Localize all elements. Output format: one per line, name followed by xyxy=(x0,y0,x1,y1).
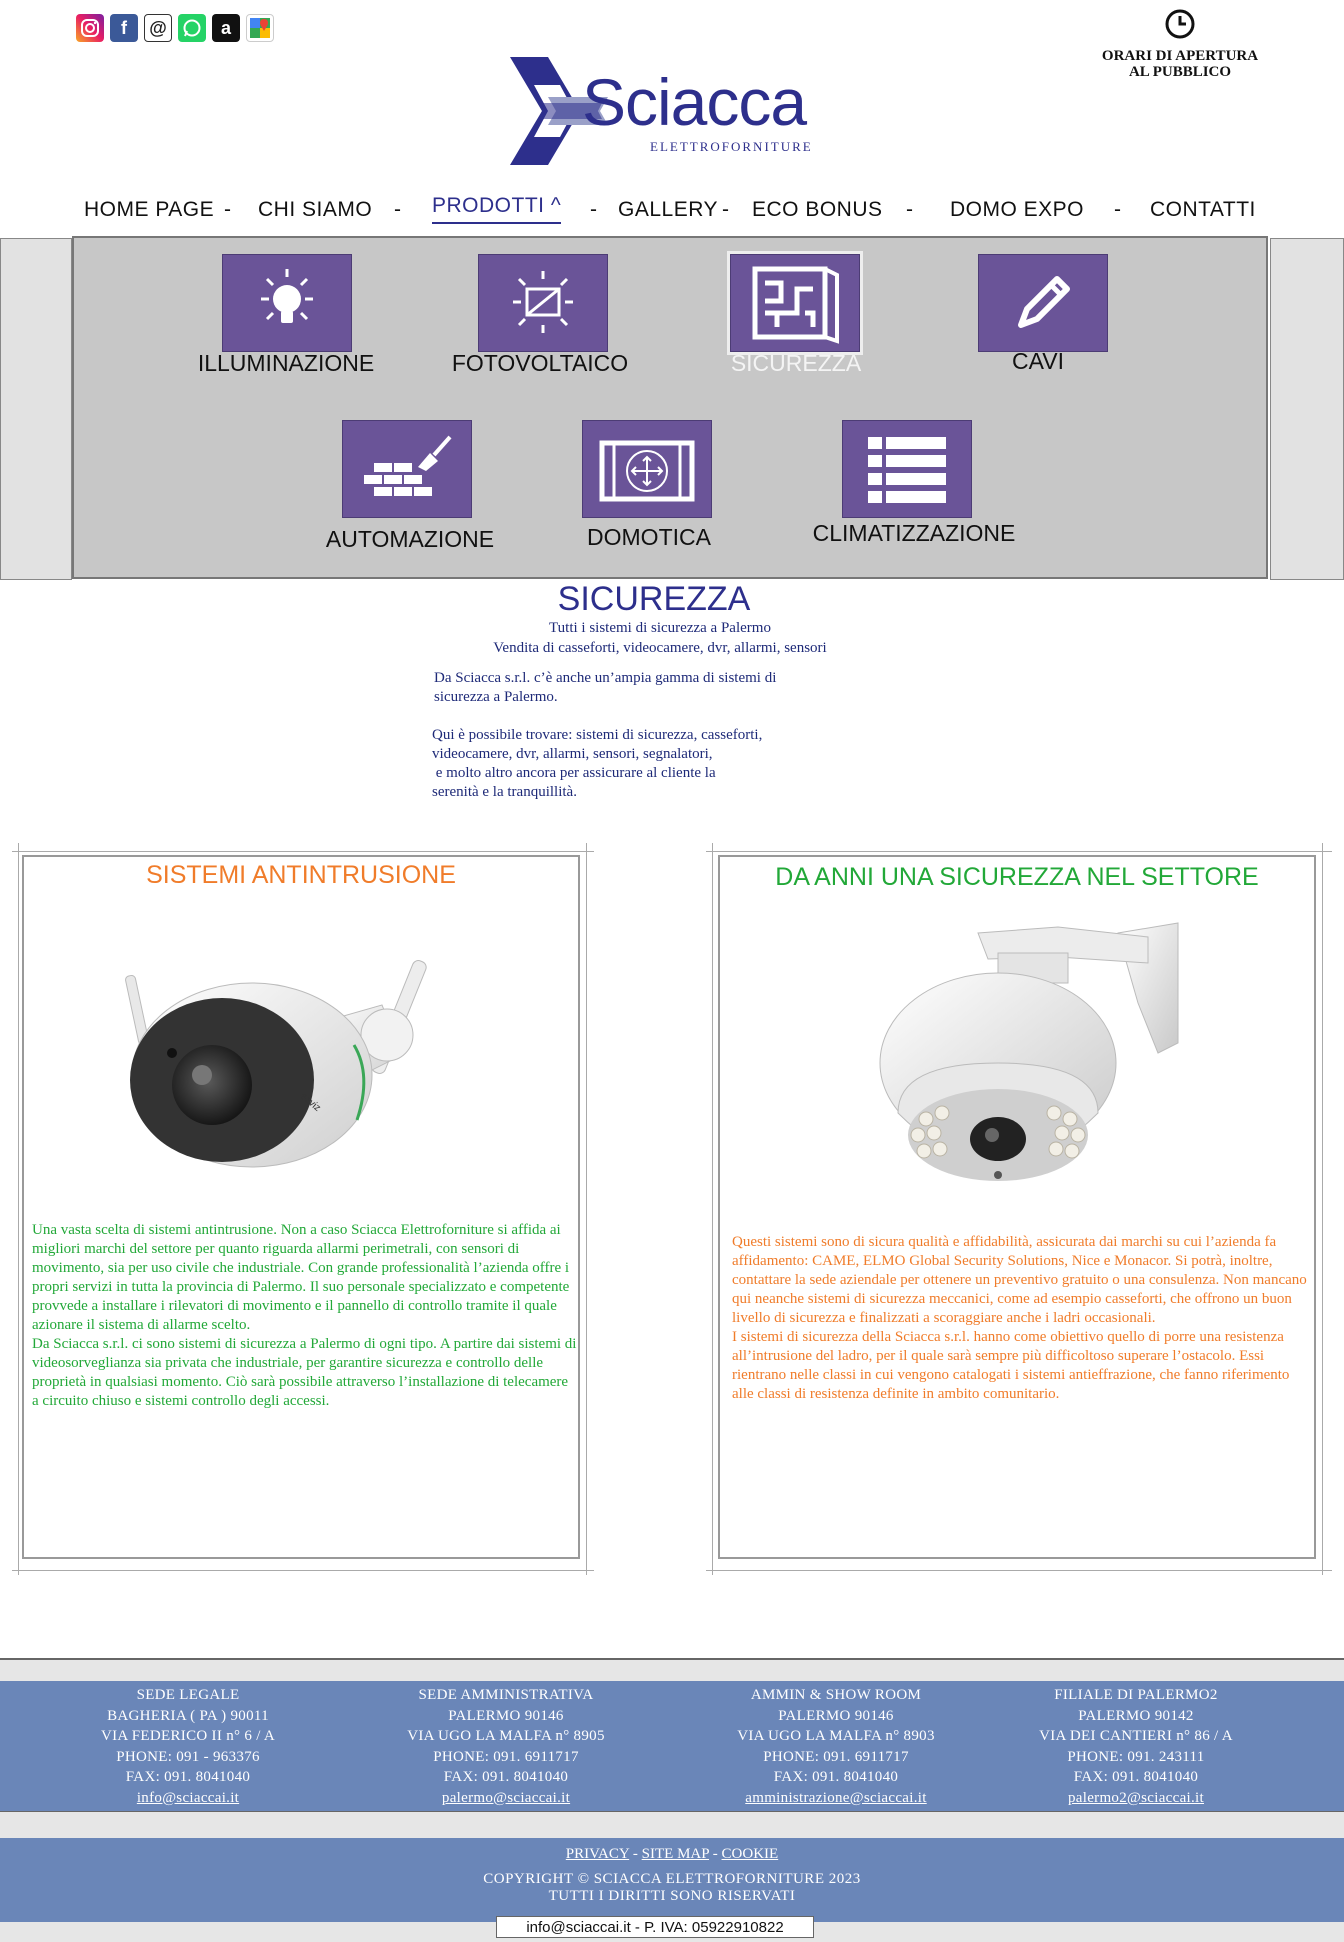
nav-sep: - xyxy=(394,198,402,221)
footer-col-line: FAX: 091. 8041040 xyxy=(1073,1769,1199,1785)
footer-email-link[interactable]: palermo2@sciaccai.it xyxy=(1067,1789,1204,1806)
box-frame-line xyxy=(18,843,19,1575)
box-frame-line xyxy=(12,851,594,852)
brick-trowel-icon xyxy=(352,429,462,509)
box-settore-title: DA ANNI UNA SICUREZZA NEL SETTORE xyxy=(775,863,1259,891)
box-frame-line xyxy=(586,843,587,1575)
floor-plan-icon xyxy=(747,261,843,345)
footer-email-link[interactable]: info@sciaccai.it xyxy=(136,1789,240,1806)
instagram-icon[interactable] xyxy=(76,14,104,42)
main-nav xyxy=(0,194,1344,232)
footer-col-line: PALERMO 90146 xyxy=(778,1707,894,1724)
footer-col-title: SEDE LEGALE xyxy=(136,1687,240,1703)
footer-col-line: PHONE: 091. 243111 xyxy=(1067,1748,1205,1765)
nav-sep: - xyxy=(722,198,730,221)
clock-icon xyxy=(1164,8,1196,40)
google-maps-icon[interactable] xyxy=(246,14,274,42)
footer-link-sep: - xyxy=(712,1846,718,1862)
box-frame-line xyxy=(1322,843,1323,1575)
box-frame-line xyxy=(712,843,713,1575)
box-frame-line xyxy=(706,851,1332,852)
intro-p1-line: sicurezza a Palermo. xyxy=(434,689,558,705)
footer-email-link[interactable]: amministrazione@sciaccai.it xyxy=(745,1789,927,1806)
nav-home[interactable]: HOME PAGE xyxy=(84,198,215,221)
site-map-link[interactable]: SITE MAP xyxy=(641,1846,710,1862)
hours-line-2: AL PUBBLICO xyxy=(1128,64,1232,80)
intro-p2-line: videocamere, dvr, allarmi, sensori, segnalatori, xyxy=(432,746,713,762)
intro-paragraph-1 xyxy=(434,669,894,707)
email-icon[interactable]: @ xyxy=(144,14,172,42)
vat-info: info@sciaccai.it - P. IVA: 05922910822 xyxy=(496,1916,814,1938)
category-fotovoltaico[interactable] xyxy=(478,254,608,352)
category-label-domotica[interactable]: DOMOTICA xyxy=(587,524,711,550)
footer-col-line: VIA UGO LA MALFA n° 8905 xyxy=(407,1728,605,1744)
lightbulb-icon xyxy=(247,263,327,343)
footer-col-line: FAX: 091. 8041040 xyxy=(773,1769,899,1785)
footer-col-sede-amministrativa xyxy=(356,1685,656,1808)
footer-col-line: VIA FEDERICO II n° 6 / A xyxy=(100,1728,276,1744)
footer-col-line: PALERMO 90142 xyxy=(1078,1707,1194,1724)
nav-sep: - xyxy=(590,198,598,221)
category-climatizzazione[interactable] xyxy=(842,420,972,518)
category-automazione[interactable] xyxy=(342,420,472,518)
privacy-link[interactable]: PRIVACY xyxy=(565,1846,630,1862)
box-settore xyxy=(718,855,1316,1559)
footer-col-line: PHONE: 091. 6911717 xyxy=(433,1748,579,1765)
category-label-illuminazione[interactable]: ILLUMINAZIONE xyxy=(197,350,375,376)
copyright: COPYRIGHT © SCIACCA ELETTROFORNITURE 2023 xyxy=(483,1871,861,1887)
footer-col-title: SEDE AMMINISTRATIVA xyxy=(418,1687,594,1703)
footer-email-link[interactable]: palermo@sciaccai.it xyxy=(441,1789,571,1806)
footer-col-line: PALERMO 90146 xyxy=(448,1707,564,1724)
dome-camera-image xyxy=(858,913,1188,1213)
logo[interactable] xyxy=(508,55,888,167)
footer-col-line: PHONE: 091 - 963376 xyxy=(116,1748,260,1765)
box-frame-line xyxy=(706,1570,1332,1571)
hours-line-1: ORARI DI APERTURA xyxy=(1101,48,1259,64)
category-cavi[interactable] xyxy=(978,254,1108,352)
category-label-fotovoltaico[interactable]: FOTOVOLTAICO xyxy=(451,350,629,376)
intro-p2-line: Qui è possibile trovare: sistemi di sicurezza, casseforti, xyxy=(432,727,763,743)
nav-sep: - xyxy=(906,198,914,221)
footer-col-line: VIA DEI CANTIERI n° 86 / A xyxy=(1039,1728,1233,1744)
logo-subtext: ELETTROFORNITURE xyxy=(650,139,813,154)
footer-col-filiale xyxy=(986,1685,1286,1808)
nav-eco-bonus[interactable]: ECO BONUS xyxy=(752,198,883,221)
footer-col-line: FAX: 091. 8041040 xyxy=(125,1769,251,1785)
cookie-link[interactable]: COOKIE xyxy=(721,1846,779,1862)
amazon-icon[interactable]: a xyxy=(212,14,240,42)
category-label-sicurezza[interactable]: SICUREZZA xyxy=(730,350,862,376)
box-antintrusione xyxy=(22,855,580,1559)
nav-sep: - xyxy=(224,198,232,221)
rights-reserved: TUTTI I DIRITTI SONO RISERVATI xyxy=(548,1888,796,1904)
camera-brand-label: ezviz xyxy=(298,1090,323,1114)
whatsapp-icon[interactable] xyxy=(178,14,206,42)
category-label-automazione[interactable]: AUTOMAZIONE xyxy=(325,526,495,552)
nav-gallery[interactable]: GALLERY xyxy=(618,198,718,221)
footer-addresses xyxy=(0,1681,1344,1811)
category-illuminazione[interactable] xyxy=(222,254,352,352)
box-settore-text: Questi sistemi sono di sicura qualità e affidabilità, assicurata dai marchi su cui l’azienda fa affidamento: CAME, ELMO Global Security Solutions, Nice e Monacor. Si potrà, inoltre, contattare la sede aziendale per ottenere un preventivo gratuito o una consulenza. Non mancano qui neanche sistemi di sicurezza meccanici, come ad esempio casseforti, che offrono un buon livello di sicurezza e finalizzati a scoraggiare anche i ladri occasionali. I sistemi di sicurezza della Sciacca s.r.l. hanno come obiettivo quello di porre una resistenza all’intrusione del ladro, per il quale sarà sempre più difficoltoso superare l’ostacolo. Essi rientrano nelle classi in cui vengono catalogati i sistemi antieffrazione, che fanno riferimento alle classi di resistenza definite in ambito comunitario. xyxy=(732,1234,1307,1402)
nav-prodotti[interactable]: PRODOTTI ^ xyxy=(432,194,561,224)
footer-col-title: AMMIN & SHOW ROOM xyxy=(750,1687,922,1703)
intro-subtitle-1: Tutti i sistemi di sicurezza a Palermo xyxy=(549,620,771,636)
bullet-camera-image xyxy=(102,945,452,1205)
category-sicurezza[interactable] xyxy=(730,254,860,352)
box-antintrusione-text: Una vasta scelta di sistemi antintrusione. Non a caso Sciacca Elettroforniture si affida ai migliori marchi del settore per quanto riguarda allarmi perimetrali, con sensori di movimento, sia per uso civile che industriale. Con grande professionalità l’azienda offre i propri servizi in tutta la provincia di Palermo. Il suo personale specializzato e competente provvede a installare i rilevatori di movimento e il pannello di controllo tramite il quale azionare il sistema di allarme scelto. Da Sciacca s.r.l. ci sono sistemi di sicurezza a Palermo di ogni tipo. A partire dai sistemi di videosorveglianza sia privata che industriale, per garantire sicurezza e controllo delle proprietà in qualsiasi momento. Ciò sarà possibile attraverso l’installazione di telecamere a circuito chiuso e sistemi controllo degli accessi. xyxy=(32,1222,577,1409)
footer-col-line: VIA UGO LA MALFA n° 8903 xyxy=(737,1728,935,1744)
footer-top-band xyxy=(0,1658,1344,1683)
nav-domo-expo[interactable]: DOMO EXPO xyxy=(950,198,1085,221)
footer-bottom xyxy=(0,1838,1344,1922)
intro-p2-line: serenità e la tranquillità. xyxy=(432,784,577,800)
pencil-icon xyxy=(1003,263,1083,343)
intro-p2-line: e molto altro ancora per assicurare al cliente la xyxy=(432,765,716,781)
footer-col-show-room xyxy=(686,1685,986,1808)
box-antintrusione-title: SISTEMI ANTINTRUSIONE xyxy=(146,861,456,889)
footer-link-sep: - xyxy=(632,1846,638,1862)
move-arrows-icon xyxy=(592,429,702,509)
footer-col-sede-legale xyxy=(38,1685,338,1808)
footer-col-line: FAX: 091. 8041040 xyxy=(443,1769,569,1785)
page-title: SICUREZZA xyxy=(557,580,751,618)
category-label-climatizzazione[interactable]: CLIMATIZZAZIONE xyxy=(812,520,1016,546)
solar-panel-icon xyxy=(503,263,583,343)
right-side-panel xyxy=(1270,238,1344,580)
left-side-panel xyxy=(0,238,72,580)
footer-col-title: FILIALE DI PALERMO2 xyxy=(1054,1687,1218,1703)
footer-col-line: PHONE: 091. 6911717 xyxy=(763,1748,909,1765)
box-frame-line xyxy=(12,1570,594,1571)
category-domotica[interactable] xyxy=(582,420,712,518)
footer-links xyxy=(0,1846,1344,1863)
footer-mid-band xyxy=(0,1811,1344,1839)
list-icon xyxy=(862,429,952,509)
social-icons xyxy=(76,14,274,42)
nav-sep: - xyxy=(1114,198,1122,221)
logo-text: Sciacca xyxy=(582,65,807,139)
category-label-cavi[interactable]: CAVI xyxy=(1012,348,1064,374)
nav-chi-siamo[interactable]: CHI SIAMO xyxy=(258,198,373,221)
intro-paragraph-2 xyxy=(432,726,892,802)
opening-hours-link[interactable] xyxy=(1090,8,1270,80)
footer-col-line: BAGHERIA ( PA ) 90011 xyxy=(107,1707,269,1724)
intro-subtitle-2: Vendita di casseforti, videocamere, dvr, allarmi, sensori xyxy=(493,640,827,656)
nav-contatti[interactable]: CONTATTI xyxy=(1150,198,1256,221)
facebook-icon[interactable]: f xyxy=(110,14,138,42)
intro-p1-line: Da Sciacca s.r.l. c’è anche un’ampia gamma di sistemi di xyxy=(434,670,777,686)
